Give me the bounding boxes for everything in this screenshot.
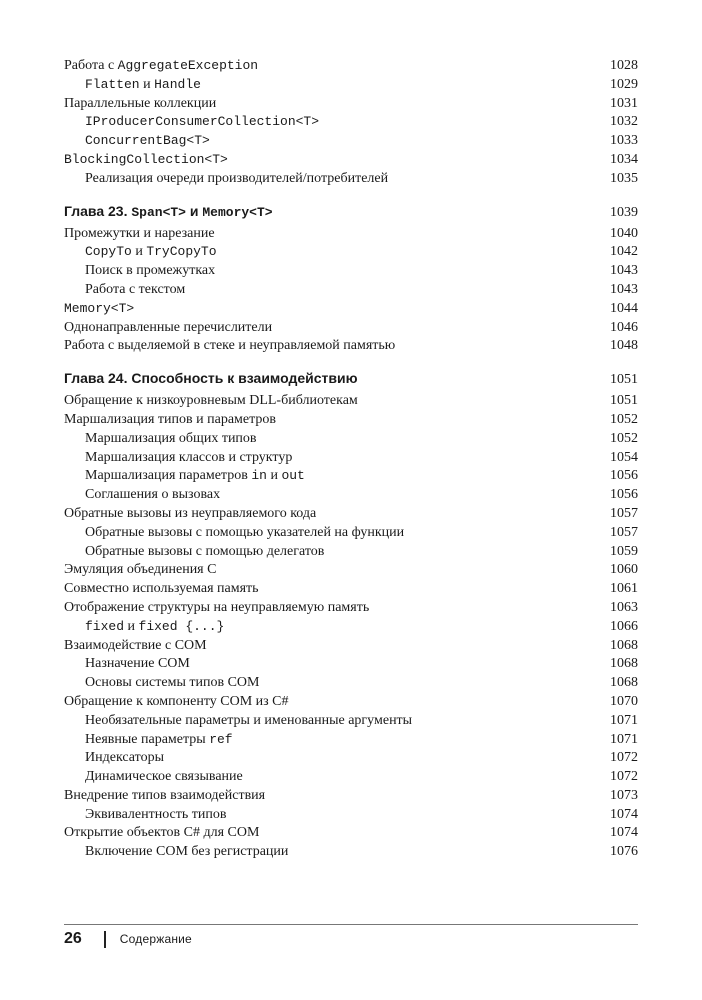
toc-entry <box>64 300 638 319</box>
toc-entry <box>64 262 638 281</box>
toc-chapter-entry <box>64 367 638 390</box>
toc-entry-title <box>64 57 258 76</box>
toc-entry-title <box>64 132 210 151</box>
toc-entry-title <box>64 749 164 768</box>
text-fragment: Эмуляция объединения C <box>64 562 217 578</box>
text-fragment: Параллельные коллекции <box>64 95 217 111</box>
toc-entry <box>64 243 638 262</box>
toc-page-number: 1043 <box>610 263 638 279</box>
text-fragment: и <box>185 202 203 219</box>
text-fragment: Обращение к компоненту COM из C# <box>64 693 289 709</box>
toc-page-number: 1035 <box>610 170 638 186</box>
toc-page-number: 1052 <box>610 430 638 446</box>
text-fragment: Маршализация общих типов <box>85 430 257 446</box>
toc-entry-title <box>64 170 388 189</box>
code-fragment: Span<T> <box>131 204 186 220</box>
text-fragment: Неявные параметры <box>85 731 210 747</box>
toc-entry-title <box>64 674 259 693</box>
toc-entry-title <box>64 806 227 825</box>
toc-page-number: 1028 <box>610 58 638 73</box>
text-fragment: Динамическое связывание <box>85 769 243 785</box>
toc-entry-title <box>64 76 201 95</box>
text-fragment: Работа с текстом <box>85 281 186 297</box>
text-fragment: Маршализация типов и параметров <box>64 411 277 427</box>
toc-entry-title <box>64 768 243 787</box>
table-of-contents <box>64 57 638 862</box>
toc-entry <box>64 637 638 656</box>
toc-entry-title <box>64 151 228 170</box>
toc-entry-title <box>64 505 316 524</box>
toc-entry-title <box>64 712 412 731</box>
toc-entry <box>64 749 638 768</box>
toc-page-number: 1033 <box>610 133 638 149</box>
toc-entry-title <box>64 524 404 543</box>
toc-entry <box>64 467 638 486</box>
toc-page-number: 1054 <box>610 449 638 465</box>
text-fragment: Работа с <box>64 58 118 73</box>
toc-entry-title <box>64 200 273 224</box>
toc-page-number: 1070 <box>610 693 638 709</box>
code-fragment: Handle <box>154 76 201 92</box>
toc-page-number: 1057 <box>610 505 638 521</box>
toc-chapter-entry <box>64 200 638 223</box>
code-fragment: in <box>251 468 267 484</box>
text-fragment: Эквивалентность типов <box>85 806 227 822</box>
toc-entry <box>64 151 638 170</box>
toc-entry-title <box>64 281 185 300</box>
toc-page-number: 1068 <box>610 637 638 653</box>
toc-page-number: 1063 <box>610 599 638 615</box>
code-fragment: fixed {...} <box>138 618 225 634</box>
toc-entry <box>64 113 638 132</box>
code-fragment: Flatten <box>85 76 140 92</box>
toc-entry-title <box>64 367 358 390</box>
code-fragment: out <box>281 468 305 484</box>
text-fragment: Маршализация классов и структур <box>85 449 293 465</box>
code-fragment: ref <box>209 731 233 747</box>
toc-entry <box>64 95 638 114</box>
text-fragment: Открытие объектов C# для COM <box>64 825 260 841</box>
text-fragment: Реализация очереди производителей/потребителей <box>85 170 389 186</box>
toc-entry-title <box>64 95 216 114</box>
toc-page-number: 1061 <box>610 581 638 597</box>
toc-page-number: 1051 <box>610 393 638 409</box>
toc-entry <box>64 561 638 580</box>
toc-page-number: 1073 <box>610 787 638 803</box>
toc-entry <box>64 337 638 356</box>
text-fragment: Соглашения о вызовах <box>85 487 221 503</box>
text-fragment: Индексаторы <box>85 750 164 766</box>
toc-page-number: 1043 <box>610 281 638 297</box>
toc-entry-title <box>64 449 292 468</box>
toc-page-number: 1034 <box>610 151 638 167</box>
toc-page-number: 1060 <box>610 562 638 578</box>
code-fragment: ConcurrentBag<T> <box>85 133 210 149</box>
text-fragment: Внедрение типов взаимодействия <box>64 787 266 803</box>
toc-page-number: 1040 <box>610 225 638 241</box>
toc-page-number: 1048 <box>610 338 638 354</box>
toc-entry <box>64 319 638 338</box>
toc-entry <box>64 674 638 693</box>
text-fragment: Обратные вызовы с помощью делегатов <box>85 543 325 559</box>
toc-entry <box>64 787 638 806</box>
toc-entry-title <box>64 392 358 411</box>
code-fragment: TryCopyTo <box>146 244 217 260</box>
toc-entry <box>64 170 638 189</box>
toc-page-number: 1074 <box>610 825 638 841</box>
footer-separator-bar <box>104 931 106 948</box>
toc-entry-title <box>64 618 224 637</box>
toc-entry-title <box>64 731 233 750</box>
toc-page-number: 1046 <box>610 319 638 335</box>
toc-entry <box>64 843 638 862</box>
toc-page-number: 1051 <box>610 372 638 388</box>
toc-entry-title <box>64 319 272 338</box>
toc-entry-title <box>64 262 215 281</box>
text-fragment: Обращение к низкоуровневым DLL-библиотекам <box>64 393 358 409</box>
toc-entry-title <box>64 824 259 843</box>
toc-page-number: 1059 <box>610 543 638 559</box>
text-fragment: Обратные вызовы с помощью указателей на функции <box>85 524 405 540</box>
toc-page-number: 1072 <box>610 750 638 766</box>
text-fragment: Взаимодействие с COM <box>64 637 207 653</box>
text-fragment: Промежутки и нарезание <box>64 225 215 241</box>
toc-entry-title <box>64 561 216 580</box>
toc-entry <box>64 430 638 449</box>
text-fragment: Однонаправленные перечислители <box>64 319 273 335</box>
toc-entry <box>64 580 638 599</box>
text-fragment: Поиск в промежутках <box>85 263 216 279</box>
toc-page-number: 1066 <box>610 618 638 634</box>
text-fragment: Включение COM без регистрации <box>85 844 289 860</box>
toc-entry-title <box>64 580 259 599</box>
toc-entry <box>64 57 638 76</box>
toc-entry-title <box>64 113 319 132</box>
toc-page-number: 1032 <box>610 114 638 130</box>
toc-entry <box>64 712 638 731</box>
code-fragment: IProducerConsumerCollection<T> <box>85 114 320 130</box>
toc-page-number: 1029 <box>610 76 638 92</box>
page-number: 26 <box>64 930 82 947</box>
toc-page-number: 1068 <box>610 675 638 691</box>
toc-entry-title <box>64 693 289 712</box>
text-fragment: Обратные вызовы из неуправляемого кода <box>64 505 317 521</box>
text-fragment: Маршализация параметров <box>85 468 252 484</box>
toc-entry <box>64 655 638 674</box>
toc-entry <box>64 449 638 468</box>
toc-page-number: 1071 <box>610 712 638 728</box>
footer-rule <box>64 924 638 925</box>
toc-page-number: 1071 <box>610 731 638 747</box>
toc-entry <box>64 693 638 712</box>
code-fragment: fixed <box>85 618 125 634</box>
text-fragment: и <box>266 468 282 484</box>
code-fragment: Memory<T> <box>64 300 135 316</box>
toc-entry-title <box>64 225 215 244</box>
toc-entry <box>64 824 638 843</box>
code-fragment: BlockingCollection<T> <box>64 151 228 167</box>
toc-page-number: 1042 <box>610 244 638 260</box>
toc-entry <box>64 768 638 787</box>
toc-page-number: 1068 <box>610 656 638 672</box>
toc-entry <box>64 599 638 618</box>
toc-entry-title <box>64 411 276 430</box>
text-fragment: Основы системы типов COM <box>85 675 260 691</box>
toc-entry <box>64 486 638 505</box>
text-fragment: Глава 24. Способность к взаимодействию <box>64 370 358 387</box>
text-fragment: и <box>124 618 139 634</box>
toc-page-number: 1056 <box>610 468 638 484</box>
toc-entry-title <box>64 430 257 449</box>
toc-entry <box>64 524 638 543</box>
toc-entry <box>64 76 638 95</box>
toc-entry-title <box>64 486 220 505</box>
toc-page-number: 1056 <box>610 487 638 503</box>
toc-entry <box>64 411 638 430</box>
toc-entry <box>64 543 638 562</box>
toc-page-number: 1044 <box>610 300 638 316</box>
toc-entry <box>64 731 638 750</box>
running-head: Содержание <box>119 932 192 946</box>
toc-page-number: 1031 <box>610 95 638 111</box>
text-fragment: Необязательные параметры и именованные аргументы <box>85 712 413 728</box>
toc-entry <box>64 392 638 411</box>
text-fragment: Отображение структуры на неуправляемую память <box>64 599 370 615</box>
toc-entry-title <box>64 243 217 262</box>
text-fragment: Глава 23. <box>64 202 132 219</box>
toc-entry-title <box>64 843 288 862</box>
code-fragment: AggregateException <box>117 58 259 73</box>
toc-entry-title <box>64 599 369 618</box>
page-footer <box>64 928 192 950</box>
text-fragment: Совместно используемая память <box>64 581 259 597</box>
text-fragment: Назначение COM <box>85 656 190 672</box>
text-fragment: и <box>131 244 147 260</box>
toc-entry-title <box>64 467 305 486</box>
toc-entry <box>64 225 638 244</box>
toc-page-number: 1039 <box>610 204 638 220</box>
text-fragment: и <box>139 76 155 92</box>
toc-page-number: 1072 <box>610 769 638 785</box>
toc-entry-title <box>64 543 324 562</box>
toc-entry <box>64 132 638 151</box>
toc-entry-title <box>64 337 395 356</box>
toc-page-number: 1052 <box>610 411 638 427</box>
toc-page-number: 1076 <box>610 844 638 860</box>
toc-page-number: 1074 <box>610 806 638 822</box>
toc-entry-title <box>64 637 207 656</box>
toc-entry-title <box>64 655 190 674</box>
toc-entry <box>64 618 638 637</box>
toc-entry <box>64 806 638 825</box>
text-fragment: Работа с выделяемой в стеке и неуправляемой памятью <box>64 338 396 354</box>
code-fragment: Memory<T> <box>202 204 273 220</box>
toc-entry-title <box>64 787 265 806</box>
code-fragment: CopyTo <box>85 244 132 260</box>
toc-entry-title <box>64 300 134 319</box>
toc-entry <box>64 281 638 300</box>
toc-page-number: 1057 <box>610 524 638 540</box>
toc-entry <box>64 505 638 524</box>
